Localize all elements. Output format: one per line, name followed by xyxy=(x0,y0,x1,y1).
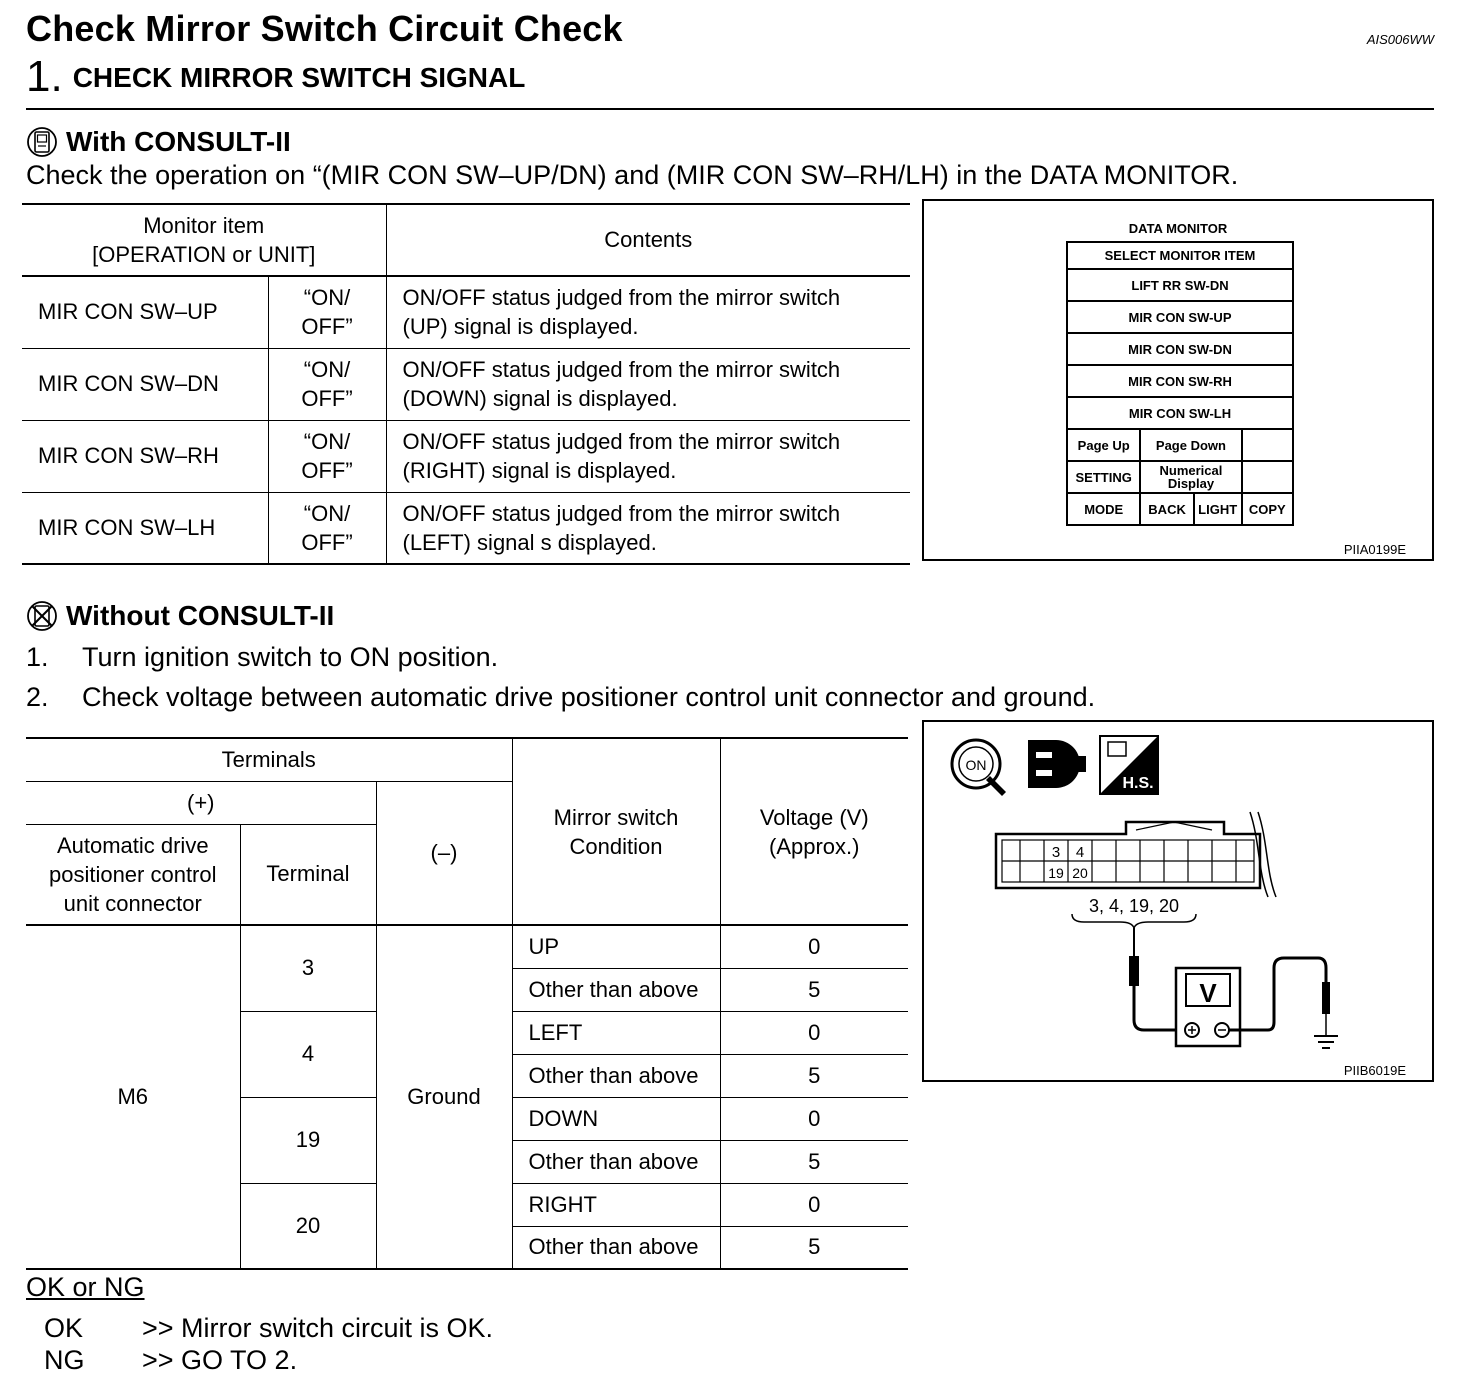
ignition-key-icon xyxy=(952,740,1006,796)
with-consult-heading xyxy=(26,126,291,158)
voltage-check-figure xyxy=(922,720,1434,1082)
figure-code: PIIB6019E xyxy=(1343,1063,1406,1078)
pin-3-label: 3 xyxy=(1051,844,1061,861)
no-consult-icon xyxy=(26,600,58,632)
consult-instruction: Check the operation on “(MIR CON SW–UP/DN) and (MIR CON SW–RH/LH) in the DATA MONITOR. xyxy=(26,160,1239,190)
monitor-contents: ON/OFF status judged from the mirror switch (RIGHT) signal is displayed. xyxy=(386,420,910,492)
figure-code: PIIA0199E xyxy=(1343,542,1406,557)
voltage-value: 0 xyxy=(720,1011,908,1054)
voltmeter-icon xyxy=(1176,968,1240,1046)
monitor-unit: “ON/ OFF” xyxy=(268,276,386,348)
voltage-value: 5 xyxy=(720,1054,908,1097)
harness-side-icon xyxy=(1100,736,1158,794)
voltage-value: 5 xyxy=(720,1226,908,1269)
ng-label: NG xyxy=(44,1345,85,1375)
step-list-item xyxy=(26,682,1095,713)
pin-20-label: 20 xyxy=(1072,865,1088,881)
ok-label: OK xyxy=(44,1313,84,1343)
monitor-contents: ON/OFF status judged from the mirror switch (UP) signal is displayed. xyxy=(386,276,910,348)
condition-value: DOWN xyxy=(512,1097,720,1140)
blank-key xyxy=(1242,461,1293,493)
condition-value: LEFT xyxy=(512,1011,720,1054)
monitor-item-header: Monitor item [OPERATION or UNIT] xyxy=(22,204,386,276)
page-down-button: Page Down xyxy=(1140,429,1241,461)
monitor-contents: ON/OFF status judged from the mirror switch (LEFT) signal s displayed. xyxy=(386,492,910,564)
table-row xyxy=(22,276,910,348)
step-text: Check voltage between automatic drive positioner control unit connector and ground. xyxy=(82,682,1096,712)
mode-button: MODE xyxy=(1067,493,1140,525)
voltage-value: 0 xyxy=(720,1097,908,1140)
ng-result: >> GO TO 2. xyxy=(142,1345,298,1375)
pin-4-label: 4 xyxy=(1075,844,1085,861)
terminal-header: Terminal xyxy=(240,824,376,925)
ignition-on-label: ON xyxy=(965,757,987,773)
terminal-callout: 3, 4, 19, 20 xyxy=(1088,896,1180,916)
voltage-table xyxy=(26,737,908,1270)
table-header-row xyxy=(22,204,910,276)
blank-key xyxy=(1242,429,1293,461)
setting-button: SETTING xyxy=(1067,461,1140,493)
step-text: Turn ignition switch to ON position. xyxy=(82,642,499,672)
step-heading xyxy=(26,52,525,102)
numerical-display-button: Numerical Display xyxy=(1140,461,1241,493)
page-title: Check Mirror Switch Circuit Check xyxy=(26,8,623,49)
connector-value: M6 xyxy=(26,925,240,1269)
condition-value: Other than above xyxy=(512,968,720,1011)
condition-value: Other than above xyxy=(512,1140,720,1183)
condition-header: Mirror switch Condition xyxy=(512,738,720,925)
connector-icon xyxy=(1028,740,1086,788)
monitor-item: MIR CON SW–LH xyxy=(22,492,268,564)
monitor-unit: “ON/ OFF” xyxy=(268,492,386,564)
terminal-value: 20 xyxy=(240,1183,376,1269)
ground-value: Ground xyxy=(376,925,512,1269)
select-monitor-item-header: SELECT MONITOR ITEM xyxy=(1067,242,1293,269)
data-monitor-figure xyxy=(922,199,1434,561)
harness-side-label: H.S. xyxy=(1122,775,1154,792)
copy-button: COPY xyxy=(1242,493,1293,525)
monitor-list-item: MIR CON SW-RH xyxy=(1067,365,1293,397)
step-number: 1. xyxy=(26,52,63,101)
monitor-list-item: LIFT RR SW-DN xyxy=(1067,269,1293,301)
voltage-value: 5 xyxy=(720,968,908,1011)
voltage-value: 5 xyxy=(720,1140,908,1183)
table-row xyxy=(22,420,910,492)
connector-header: Automatic drive positioner control unit connector xyxy=(26,824,240,925)
without-consult-label: Without CONSULT-II xyxy=(66,600,335,631)
monitor-list-item: MIR CON SW-DN xyxy=(1067,333,1293,365)
condition-value: RIGHT xyxy=(512,1183,720,1226)
step-list-item xyxy=(26,642,498,673)
step-number: 2. xyxy=(26,682,49,712)
voltmeter-label: V xyxy=(1199,978,1217,1008)
without-consult-heading xyxy=(26,600,334,632)
monitor-unit: “ON/ OFF” xyxy=(268,420,386,492)
step-number: 1. xyxy=(26,642,49,672)
with-consult-label: With CONSULT-II xyxy=(66,126,291,157)
monitor-unit: “ON/ OFF” xyxy=(268,348,386,420)
light-button: LIGHT xyxy=(1194,493,1242,525)
contents-header: Contents xyxy=(386,204,910,276)
monitor-screen xyxy=(1066,241,1294,526)
minus-header: (–) xyxy=(376,781,512,925)
monitor-contents: ON/OFF status judged from the mirror switch (DOWN) signal is displayed. xyxy=(386,348,910,420)
monitor-item-table xyxy=(22,203,910,565)
plus-header: (+) xyxy=(26,781,376,824)
monitor-item: MIR CON SW–RH xyxy=(22,420,268,492)
header-divider xyxy=(26,108,1434,110)
voltage-header: Voltage (V) (Approx.) xyxy=(720,738,908,925)
data-monitor-title: DATA MONITOR xyxy=(1128,221,1228,236)
ok-result: >> Mirror switch circuit is OK. xyxy=(142,1313,494,1343)
terminal-value: 19 xyxy=(240,1097,376,1183)
consult-icon xyxy=(26,126,58,158)
step-title: CHECK MIRROR SWITCH SIGNAL xyxy=(72,62,526,93)
pin-19-label: 19 xyxy=(1048,865,1064,881)
table-row xyxy=(22,492,910,564)
reference-code: AIS006WW xyxy=(1366,32,1434,47)
voltage-value: 0 xyxy=(720,1183,908,1226)
condition-value: UP xyxy=(512,925,720,968)
terminals-header: Terminals xyxy=(26,738,512,781)
condition-value: Other than above xyxy=(512,1054,720,1097)
wiring-diagram xyxy=(924,722,1432,1080)
monitor-list-item: MIR CON SW-UP xyxy=(1067,301,1293,333)
voltage-value: 0 xyxy=(720,925,908,968)
ground-probe xyxy=(1229,958,1330,1036)
table-row xyxy=(22,348,910,420)
terminal-value: 3 xyxy=(240,925,376,1011)
page-up-button: Page Up xyxy=(1067,429,1140,461)
monitor-item: MIR CON SW–UP xyxy=(22,276,268,348)
ok-ng-heading: OK or NG xyxy=(26,1272,145,1302)
monitor-list-item: MIR CON SW-LH xyxy=(1067,397,1293,429)
condition-value: Other than above xyxy=(512,1226,720,1269)
terminal-value: 4 xyxy=(240,1011,376,1097)
monitor-item: MIR CON SW–DN xyxy=(22,348,268,420)
table-row xyxy=(26,925,908,968)
back-button: BACK xyxy=(1140,493,1193,525)
connector-face xyxy=(996,812,1276,897)
ground-symbol-icon xyxy=(1314,1036,1338,1048)
